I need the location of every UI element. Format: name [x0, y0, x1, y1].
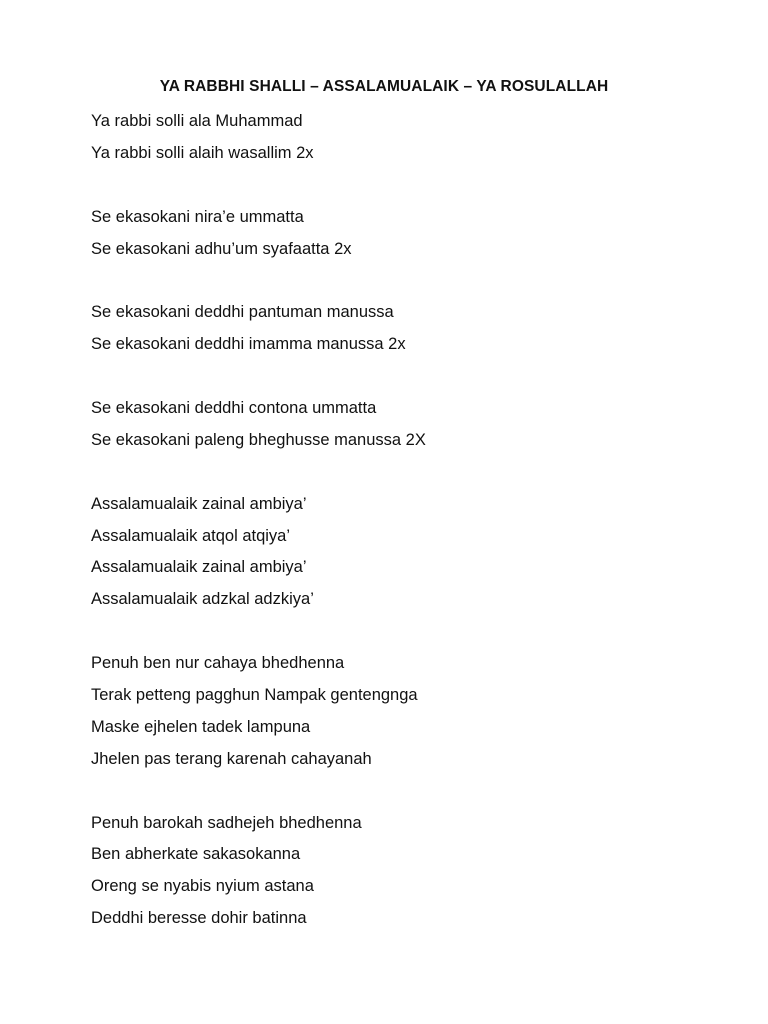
lyric-line: Ben abherkate sakasokanna	[91, 845, 301, 864]
lyric-line: Assalamualaik zainal ambiya’	[91, 558, 307, 577]
lyric-line: Deddhi beresse dohir batinna	[91, 909, 307, 928]
lyric-line: Ya rabbi solli ala Muhammad	[91, 112, 303, 130]
stanza-break	[91, 461, 731, 493]
lyric-line: Se ekasokani deddhi contona ummatta	[91, 399, 377, 418]
stanza-break	[91, 620, 731, 652]
stanza-break	[91, 174, 731, 206]
lyric-line: Penuh barokah sadhejeh bhedhenna	[91, 813, 362, 832]
document-title: YA RABBHI SHALLI – ASSALAMUALAIK – YA ROSULALLAH	[159, 78, 609, 95]
lyric-line: Se ekasokani paleng bheghusse manussa 2X	[91, 430, 426, 449]
lyrics-body	[91, 110, 731, 939]
stanza-break	[91, 269, 731, 301]
lyric-line: Maske ejhelen tadek lampuna	[91, 717, 311, 736]
stanza-break	[91, 780, 731, 812]
lyric-line: Se ekasokani nira’e ummatta	[91, 207, 304, 226]
lyric-line: Terak petteng pagghun Nampak gentengnga	[91, 686, 418, 705]
lyric-line: Assalamualaik adzkal adzkiya’	[91, 590, 314, 609]
lyric-line: Jhelen pas terang karenah cahayanah	[91, 749, 372, 768]
lyric-line: Penuh ben nur cahaya bhedhenna	[91, 654, 345, 673]
stanza-break	[91, 365, 731, 397]
lyric-line: Se ekasokani deddhi pantuman manussa	[91, 303, 394, 322]
lyric-line: Se ekasokani deddhi imamma manussa 2x	[91, 335, 406, 354]
lyric-line: Assalamualaik zainal ambiya’	[91, 494, 307, 513]
lyric-line: Se ekasokani adhu’um syafaatta 2x	[91, 239, 352, 258]
lyric-line: Assalamualaik atqol atqiya’	[91, 526, 291, 545]
lyric-line: Oreng se nyabis nyium astana	[91, 877, 314, 896]
lyric-line: Ya rabbi solli alaih wasallim 2x	[91, 143, 314, 162]
